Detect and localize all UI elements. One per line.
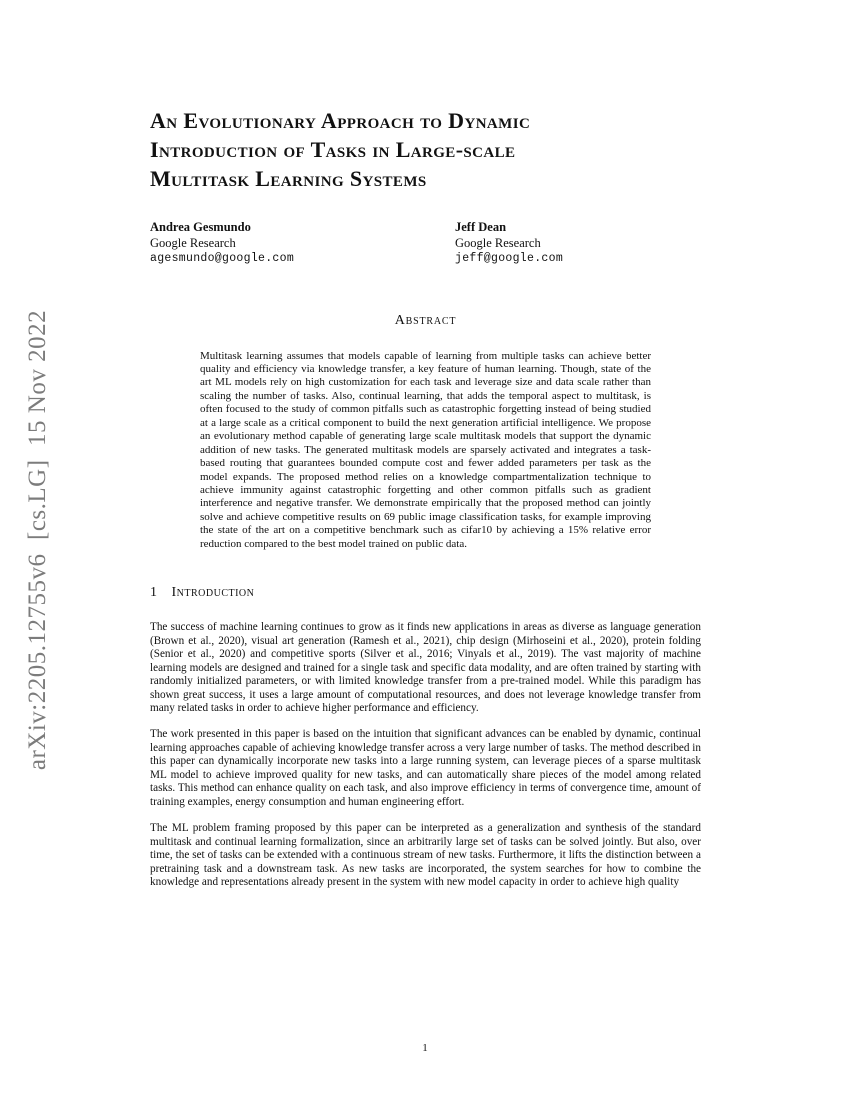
arxiv-watermark: arXiv:2205.12755v6 [cs.LG] 15 Nov 2022 xyxy=(24,309,51,771)
section-heading-introduction xyxy=(150,585,701,601)
author-name: Jeff Dean xyxy=(455,220,507,234)
author-block-2 xyxy=(455,220,701,267)
paper-title-line3: Multitask Learning Systems xyxy=(150,166,427,191)
author-affiliation: Google Research xyxy=(150,235,236,250)
paper-title xyxy=(150,106,701,193)
page-number: 1 xyxy=(422,1042,428,1054)
author-email: jeff@google.com xyxy=(455,252,564,265)
paper-content xyxy=(150,0,701,889)
author-name: Andrea Gesmundo xyxy=(150,220,251,234)
abstract-heading: Abstract xyxy=(394,312,457,328)
paper-title-line2: Introduction of Tasks in Large-scale xyxy=(150,137,516,162)
authors-row xyxy=(150,220,701,267)
intro-paragraph-2: The work presented in this paper is based on the intuition that significant advances can be enabled by dynamic, continual learning approaches capable of achieving knowledge transfer across a very large number of tasks. The method described in this paper can dynamically incorporate new tasks into a large running system, can leverage pieces of a sparse multitask ML model to achieve improved quality for new tasks, and can automatically share pieces of the model among related tasks. This method can enhance quality on each task, and also improve efficiency in terms of convergence time, amount of training examples, energy consumption and human engineering effort. xyxy=(150,728,701,808)
author-block-1 xyxy=(150,220,455,267)
intro-paragraph-3: The ML problem framing proposed by this paper can be interpreted as a generalization and synthesis of the standard multitask and continual learning formalization, since an arbitrarily large set of tasks can be solved jointly. But also, over time, the set of tasks can be extended with a continuous stream of new tasks. Furthermore, it lifts the distinction between a pretraining task and a downstream task. As new tasks are incorporated, the system searches for how to combine the knowledge and representations already present in the system with new model capacity in order to achieve high quality xyxy=(150,822,701,888)
section-title: Introduction xyxy=(171,585,255,601)
author-affiliation: Google Research xyxy=(455,235,541,250)
intro-paragraph-1: The success of machine learning continues to grow as it finds new applications in areas as diverse as language generation (Brown et al., 2020), visual art generation (Ramesh et al., 2021), chip design (Mirhoseini et al., 2020), protein folding (Senior et al., 2020) and competitive sports (Silver et al., 2016; Vinyals et al., 2019). The vast majority of machine learning models are designed and trained for a single task and specific data modality, and are often trained by starting with randomly initialized parameters, or with limited knowledge transfer from a pre-trained model. While this paradigm has shown great success, it uses a large amount of computational resources, and does not leverage knowledge transfer from many related tasks in order to achieve higher performance and efficiency. xyxy=(150,621,701,715)
section-number: 1 xyxy=(150,585,158,601)
paper-title-line1: An Evolutionary Approach to Dynamic xyxy=(150,108,531,133)
author-email: agesmundo@google.com xyxy=(150,252,295,265)
abstract-text: Multitask learning assumes that models capable of learning from multiple tasks can achieve better quality and efficiency via knowledge transfer, a key feature of human learning. Though, state of the art ML models rely on high customization for each task and leverage size and data scale rather than scaling the number of tasks. Also, continual learning, that adds the temporal aspect to multitask, is often focused to the study of common pitfalls such as catastrophic forgetting instead of being studied at a large scale as a critical component to build the next generation artificial intelligence. We propose an evolutionary method capable of generating large scale multitask models that support the dynamic addition of new tasks. The generated multitask models are sparsely activated and integrates a task-based routing that guarantees bounded compute cost and fewer added parameters per task as the model expands. The proposed method relies on a knowledge compartmentalization technique to achieve immunity against catastrophic forgetting and other common pitfalls such as gradient interference and negative transfer. We demonstrate empirically that the proposed method can jointly solve and achieve competitive results on 69 public image classification tasks, for example improving the state of the art on a competitive benchmark such as cifar10 by achieving a 15% relative error reduction compared to the best model trained on public data. xyxy=(200,349,651,550)
